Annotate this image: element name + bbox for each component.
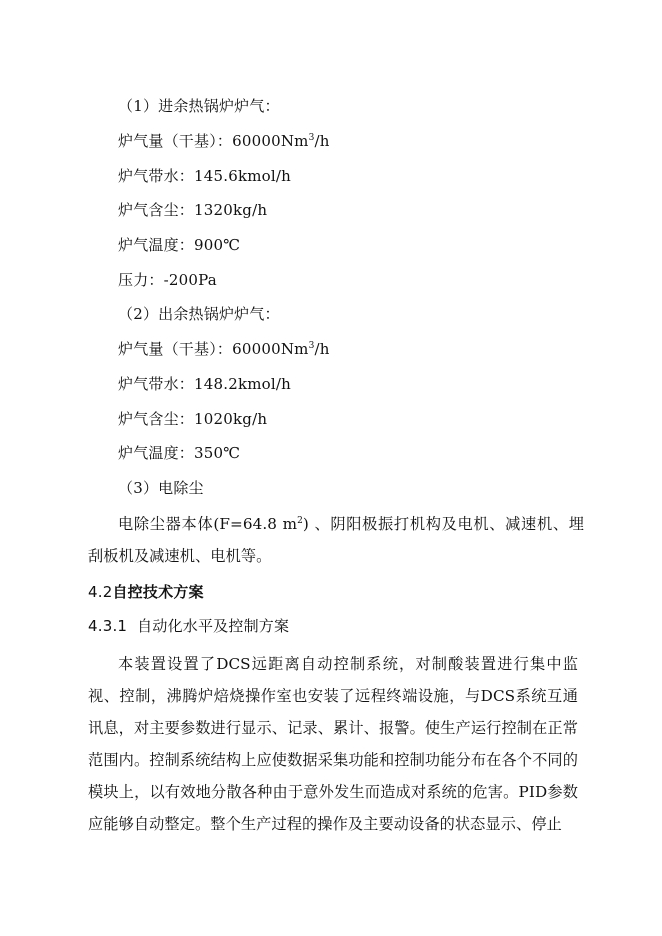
outlet-gas-flow-sup: 3 [308,341,315,351]
inlet-gas-flow-tail: /h [314,132,330,150]
inlet-gas-temperature: 炉气温度：900℃ [118,236,241,254]
inlet-gas-water: 炉气带水：145.6kmol/h [118,167,291,185]
inlet-gas-flow-text: 炉气量（干基）：60000Nm [118,132,309,150]
outlet-gas-temperature: 炉气温度：350℃ [118,444,241,462]
esp-desc-part2: ) 、阴阳极振打机构及电机、减速机、埋刮板机及减速机、电机等。 [88,515,585,565]
inlet-gas-flow-sup: 3 [308,133,315,143]
outlet-gas-dust: 炉气含尘：1020kg/h [118,410,268,428]
esp-title: （3）电除尘 [118,479,204,497]
outlet-gas-flow-tail: /h [314,340,330,358]
inlet-gas-dust: 炉气含尘：1320kg/h [118,201,268,219]
outlet-gas-title: （2）出余热锅炉炉气： [118,305,280,323]
inlet-gas-pressure: 压力：-200Pa [118,271,217,289]
control-scheme-paragraph: 本装置设置了DCS远距离自动控制系统，对制酸装置进行集中监视、控制，沸腾炉焙烧操作室也安装了远程终端设施，与DCS系统互通讯息，对主要参数进行显示、记录、累计、报警。使生产运行控制在正常范围内。控制系统结构上应使数据采集功能和控制功能分布在各个不同的模块上，以有效地分散各种由于意外发生而造成对系统的危害。PID参数应能够自动整定。整个生产过程的操作及主要动设备的状态显示、停止 [88,655,578,833]
esp-desc-sup: 2 [297,515,303,526]
esp-description [88,508,584,572]
heading-4-3-1-title: 自动化水平及控制方案 [137,617,290,635]
outlet-gas-flow-text: 炉气量（干基）：60000Nm [118,340,309,358]
heading-4-3-1-number: 4.3.1 [88,617,128,635]
heading-4-2 [88,582,204,602]
heading-4-2-title: 自控技术方案 [112,583,204,601]
esp-desc-part1: 电除尘器本体(F=64.8 m [118,515,298,533]
outlet-gas-water: 炉气带水：148.2kmol/h [118,375,291,393]
outlet-gas-flow [118,339,330,359]
heading-4-3-1 [88,616,289,636]
heading-4-2-number: 4.2 [88,583,113,601]
inlet-gas-flow [118,131,330,151]
inlet-gas-title: （1）进余热锅炉炉气： [118,97,280,115]
